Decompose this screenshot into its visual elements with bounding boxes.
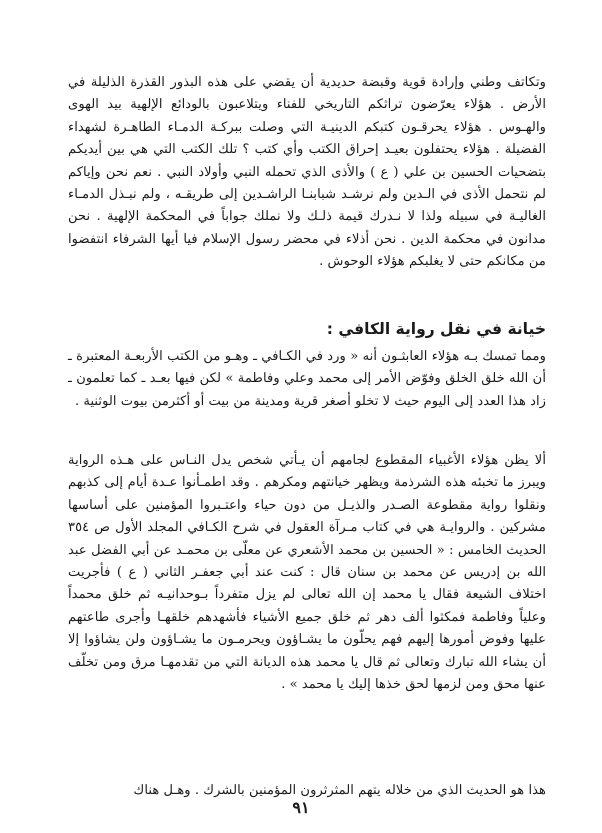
- paragraph-kafi-claim: [68, 346, 546, 413]
- paragraph-text: وتكاتف وطني وإرادة قوية وقبضة حديدية أن يقضي على هذه البذور القذرة الذليلة في الأرض . هؤلاء يعرّضون تراثكم التاريخي للفناء ويتلاعبون بالودائع الإلهية بيد الهوى والهـوس . هؤلاء يحرقـون كتبكم الدينيـة التي وصلت ببركـة الدمـاء الطاهـرة لشهداء الفضيلة . هؤلاء يحتفلون بعيـد إحراق الكتب وأي كتب ؟ تلك الكتب التي هي بين أيديكم بتضحيات الحسين بن علي ( ع ) والأذى الذي تحمله النبي وأولاد النبي . نعم نحن وإياكم لم نتحمل الأذى في الـدين ولم نرشـد شبابنـا الراشـدين إلى طريقـه ، ولم نبـذل الدمـاء الغاليـة في سبيله ولذا لا نـدرك قيمة ذلـك ولا نملك جواباً في المحكمة الإلهية . نحن مدانون في محكمة الدين . نحن أذلاء في محضر رسول الإسلام فيا أيها الشرفاء انتفضوا من مكانكم حتى لا يغلبكم هؤلاء الوحوش .: [68, 75, 546, 270]
- paragraph-text: ألا يظن هؤلاء الأغبياء المقطوع لجامهم أن يـأتي شخص يدل النـاس على هـذه الرواية ويبرز ما تخبئه هذه الشرذمة ويظهر خيانتهم ومكرهم . وقد اطمـأنوا عـدة أيام إلى كذبهم ونقلوا رواية مقطوعة الصـدر والذيـل من دون حياء واعتـبروا المؤمنين على أساسها مشركين . والروايـة هي في كتاب مـرآة العقول في شرح الكـافي المجلد الأول ص ٣٥٤ الحديث الخامس : « الحسين بن محمد الأشعري عن معلّى بن محمـد عن أبي الفضل عبد الله بن إدريس عن محمد بن سنان قال : كنت عند أبي جعفـر الثاني ( ع ) فأجريت اختلاف الشيعة فقال يا محمد إن الله تعالى لم يزل متفرداً بـوحدانيـه ثم خلق محمداً وعلياً وفاطمة فمكثوا ألف دهر ثم خلق جميع الأشياء فأشهدهم خلقهـا وأجرى طاعتهم عليها وفوض أمورها إليهم فهم يحلّون ما يشـاؤون ويحرمـون ما يشـاؤون ولن يشاؤوا إلا أن يشاء الله تبارك وتعالى ثم قال يا محمد هذه الديانة التي من تقدمهـا مرق ومن تخلّف عنها محق ومن لزمها لحق خذها إليك يا محمد » .: [68, 453, 546, 693]
- paragraph-text: هذا هو الحديث الذي من خلاله يتهم المثرثرون المؤمنين بالشرك . وهـل هناك: [133, 783, 546, 798]
- page-number: ٩١: [292, 798, 310, 817]
- paragraph-opening: [68, 72, 546, 274]
- paragraph-text: ومما تمسك بـه هؤلاء العابثـون أنه « ورد في الكـافي ـ وهـو من الكتب الأربعـة المعتبرة ـ أن الله خلق الخلق وفوّض الأمر إلى محمد وعلي وفاطمة » لكن فيها بعـد ـ كما تعلمون ـ زاد هذا العدد إلى اليوم حيث لا تخلو أصغر قرية ومدينة من بيت أو أكثرمن بيوت الوثنية .: [68, 349, 546, 409]
- paragraph-full-narration: [68, 450, 546, 696]
- section-heading: خيانة في نقل رواية الكافي :: [326, 320, 546, 338]
